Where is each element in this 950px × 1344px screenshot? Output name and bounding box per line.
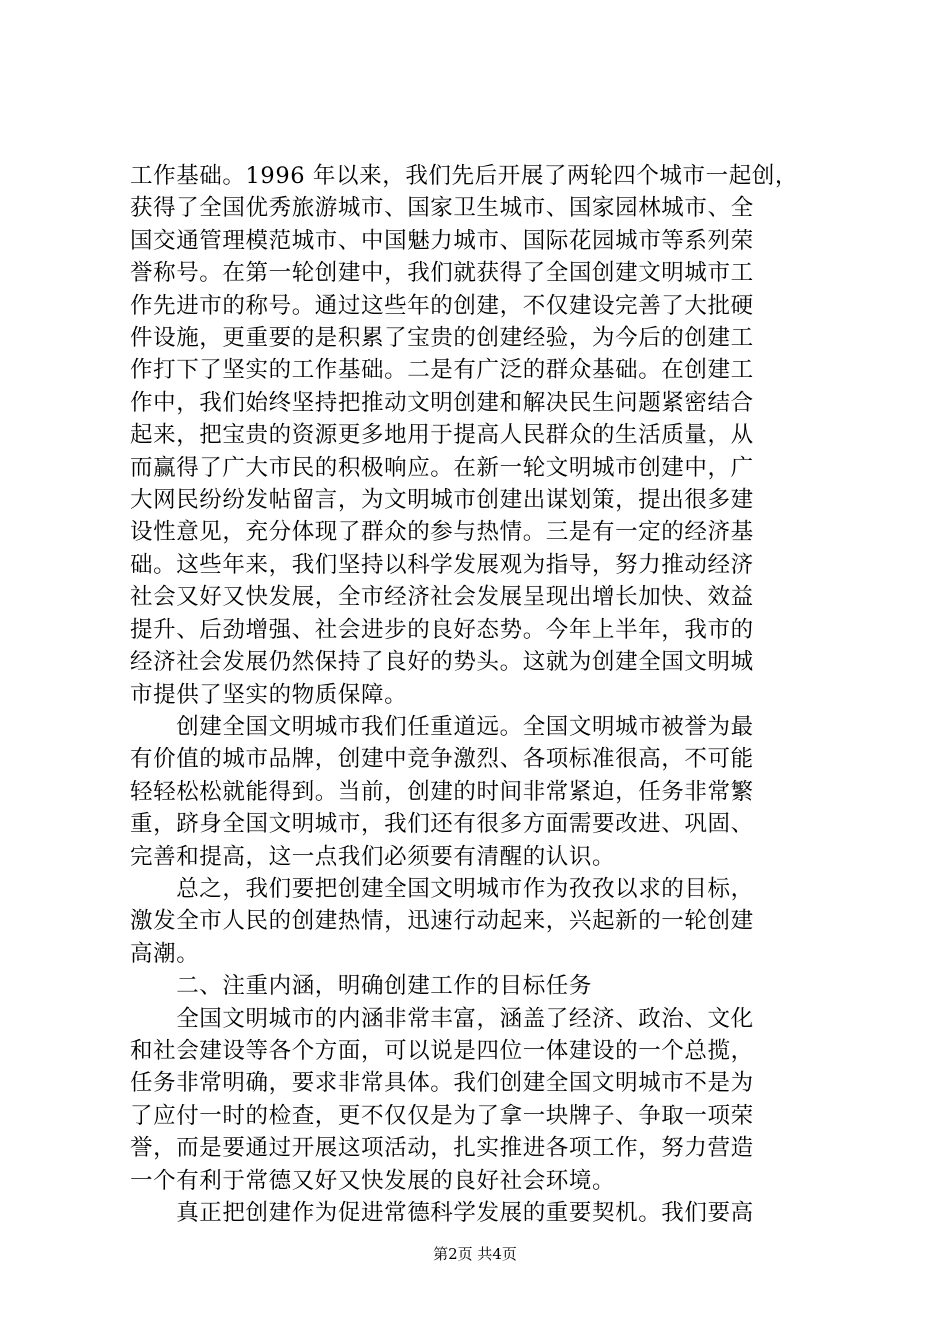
text-line: 提升、后劲增强、社会进步的良好态势。今年上半年，我市的 (130, 616, 754, 643)
text-line: 件设施，更重要的是积累了宝贵的创建经验，为今后的创建工 (130, 325, 754, 352)
text-line: 总之，我们要把创建全国文明城市作为孜孜以求的目标， (130, 875, 754, 902)
text-line: 和社会建设等各个方面，可以说是四位一体建设的一个总揽， (130, 1037, 754, 1064)
text-line: 全国文明城市的内涵非常丰富，涵盖了经济、政治、文化 (130, 1005, 754, 1032)
page-number: 第2页 共4页 (433, 1245, 517, 1263)
text-line: 誉称号。在第一轮创建中，我们就获得了全国创建文明城市工 (130, 260, 754, 287)
text-line: 激发全市人民的创建热情，迅速行动起来，兴起新的一轮创建 (130, 908, 754, 935)
text-line: 完善和提高，这一点我们必须要有清醒的认识。 (130, 843, 616, 870)
text-line: 市提供了坚实的物质保障。 (130, 681, 408, 708)
text-line: 作打下了坚实的工作基础。二是有广泛的群众基础。在创建工 (130, 357, 754, 384)
text-line: 社会又好又快发展，全市经济社会发展呈现出增长加快、效益 (130, 584, 754, 611)
text-line: 起来，把宝贵的资源更多地用于提高人民群众的生活质量，从 (130, 422, 754, 449)
page-footer (0, 1244, 950, 1264)
text-line: 创建全国文明城市我们任重道远。全国文明城市被誉为最 (130, 713, 754, 740)
text-line: 获得了全国优秀旅游城市、国家卫生城市、国家园林城市、全 (130, 195, 754, 222)
text-line: 国交通管理模范城市、中国魅力城市、国际花园城市等系列荣 (130, 227, 754, 254)
text-line: 高潮。 (130, 940, 200, 967)
text-line: 真正把创建作为促进常德科学发展的重要契机。我们要高 (130, 1200, 754, 1226)
text-line: 重，跻身全国文明城市，我们还有很多方面需要改进、巩固、 (130, 811, 754, 838)
text-line: 轻轻松松就能得到。当前，创建的时间非常紧迫，任务非常繁 (130, 778, 754, 805)
text-line: 础。这些年来，我们坚持以科学发展观为指导，努力推动经济 (130, 551, 754, 578)
text-line: 任务非常明确，要求非常具体。我们创建全国文明城市不是为 (130, 1070, 754, 1097)
text-line: 一个有利于常德又好又快发展的良好社会环境。 (130, 1167, 616, 1194)
body-text (130, 160, 820, 1229)
text-line: 工作基础。1996 年以来，我们先后开展了两轮四个城市一起创， (130, 163, 799, 189)
section-heading: 二、注重内涵，明确创建工作的目标任务 (130, 973, 593, 1000)
text-line: 经济社会发展仍然保持了良好的势头。这就为创建全国文明城 (130, 649, 754, 676)
text-line: 设性意见，充分体现了群众的参与热情。三是有一定的经济基 (130, 519, 754, 546)
text-line: 有价值的城市品牌，创建中竞争激烈、各项标准很高，不可能 (130, 746, 754, 773)
text-line: 而赢得了广大市民的积极响应。在新一轮文明城市创建中，广 (130, 454, 754, 481)
text-line: 誉，而是要通过开展这项活动，扎实推进各项工作，努力营造 (130, 1135, 754, 1162)
text-line: 了应付一时的检查，更不仅仅是为了拿一块牌子、争取一项荣 (130, 1102, 754, 1129)
text-line: 作先进市的称号。通过这些年的创建，不仅建设完善了大批硬 (130, 292, 754, 319)
text-line: 大网民纷纷发帖留言，为文明城市创建出谋划策，提出很多建 (130, 487, 754, 514)
text-line: 作中，我们始终坚持把推动文明创建和解决民生问题紧密结合 (130, 389, 754, 416)
